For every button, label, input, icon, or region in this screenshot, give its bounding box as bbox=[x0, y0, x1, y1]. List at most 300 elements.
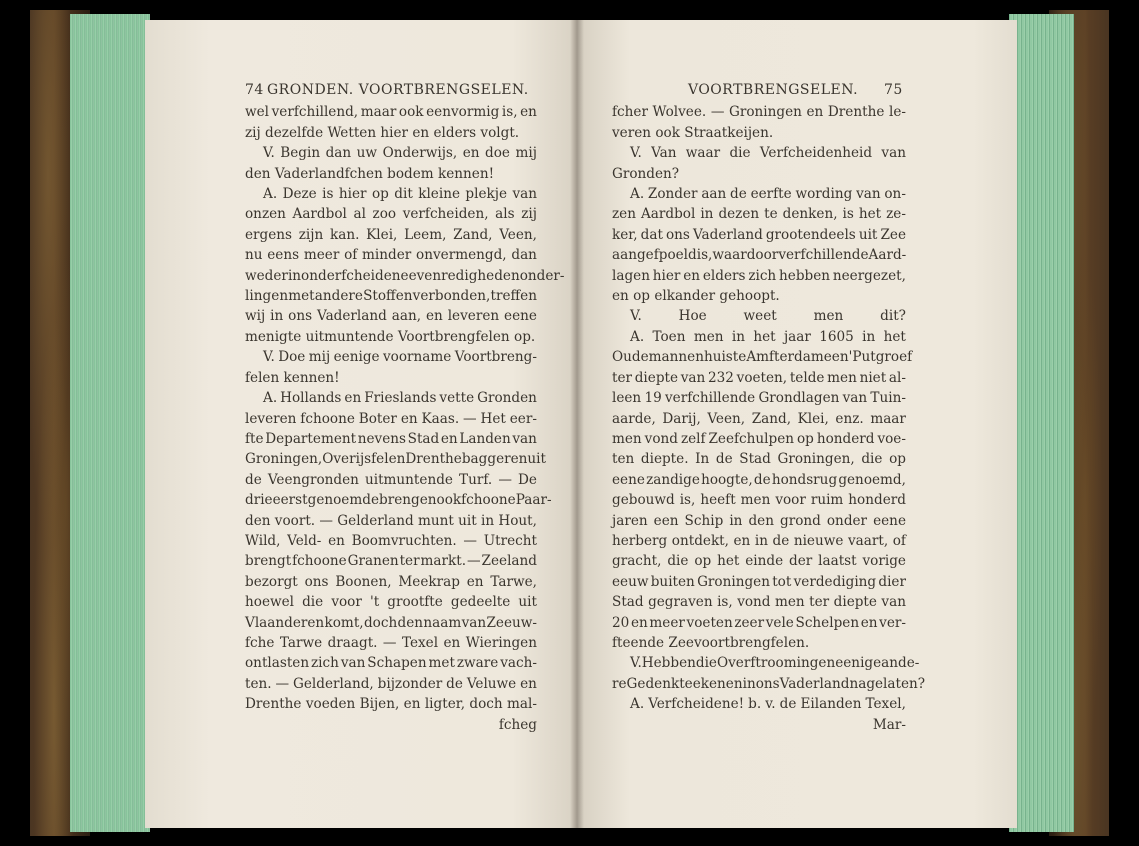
word: munt bbox=[417, 512, 454, 529]
word: eenvormig bbox=[426, 104, 500, 121]
word: ze- bbox=[886, 206, 906, 223]
word: de bbox=[245, 471, 262, 488]
word: of bbox=[344, 247, 358, 264]
word: eene bbox=[873, 512, 906, 529]
text-line bbox=[612, 245, 906, 265]
text-line bbox=[245, 347, 537, 367]
text-line bbox=[245, 551, 537, 571]
running-title: GRONDEN. VOORTBRENGSELEN. bbox=[267, 82, 529, 98]
word: Oudemannenhuis bbox=[612, 349, 733, 366]
word: verfchillende bbox=[664, 390, 756, 407]
word: aan bbox=[701, 186, 727, 203]
word: verfchillende bbox=[778, 247, 869, 264]
word: Wieringen bbox=[465, 634, 537, 651]
word: onderfcheidene bbox=[301, 267, 409, 284]
text-line bbox=[245, 633, 537, 653]
word: is, bbox=[696, 247, 713, 264]
word: is, bbox=[501, 104, 518, 121]
word: voor bbox=[331, 594, 362, 611]
word: A. bbox=[630, 328, 645, 345]
word: verbonden, bbox=[412, 288, 491, 305]
word: bijzonder bbox=[377, 675, 443, 692]
word: A. bbox=[630, 696, 645, 713]
word: Wild, bbox=[245, 532, 281, 549]
word: en bbox=[860, 614, 878, 631]
word: ling bbox=[245, 288, 272, 305]
word: Gelderland bbox=[337, 512, 414, 529]
word: V. bbox=[263, 145, 275, 162]
word: draagt. bbox=[327, 634, 378, 651]
word: is bbox=[322, 186, 334, 203]
word: men bbox=[813, 308, 844, 325]
word: honderd bbox=[848, 492, 906, 509]
word: en bbox=[271, 288, 289, 305]
text-line bbox=[612, 694, 906, 714]
word: maar bbox=[870, 410, 906, 427]
word: Zonder bbox=[647, 186, 698, 203]
word: mij bbox=[515, 145, 537, 162]
text-line bbox=[612, 613, 906, 633]
word: — bbox=[463, 532, 478, 549]
word: Zee bbox=[880, 226, 906, 243]
word: le- bbox=[888, 104, 906, 121]
word: komt, bbox=[324, 614, 364, 631]
book-gutter bbox=[570, 20, 584, 828]
word: Onderwijs, bbox=[382, 145, 458, 162]
word: gegraven bbox=[648, 594, 713, 611]
word: is, bbox=[679, 492, 696, 509]
word: Voortbreng- bbox=[454, 349, 537, 366]
word: — bbox=[275, 675, 290, 692]
word: brengt bbox=[245, 553, 292, 570]
word: gebouwd bbox=[612, 492, 675, 509]
word: zware bbox=[456, 655, 499, 672]
word: — bbox=[319, 512, 334, 529]
word: zen bbox=[612, 206, 636, 223]
word: Utrecht bbox=[483, 532, 537, 549]
word: of bbox=[892, 532, 906, 549]
word: het bbox=[858, 206, 882, 223]
word: der bbox=[789, 553, 813, 570]
word: Hout, bbox=[498, 512, 537, 529]
word: heeft bbox=[700, 492, 736, 509]
text-line bbox=[245, 102, 537, 122]
word: uit bbox=[518, 594, 537, 611]
word: Eilanden bbox=[800, 696, 862, 713]
text-line bbox=[245, 449, 546, 469]
word: Stad bbox=[612, 594, 644, 611]
word: onvermengd, bbox=[416, 247, 507, 264]
page-number: 75 bbox=[884, 82, 903, 98]
word: op bbox=[796, 430, 814, 447]
word: Drenthe bbox=[405, 451, 462, 468]
word: ruim bbox=[810, 492, 844, 509]
word: fte bbox=[245, 430, 264, 447]
word: dezen bbox=[718, 206, 760, 223]
word: Klei, bbox=[797, 410, 829, 427]
word: ande- bbox=[881, 655, 920, 672]
word: ter bbox=[399, 553, 420, 570]
word: men bbox=[693, 328, 724, 345]
word: ter bbox=[612, 369, 633, 386]
word: buiten bbox=[650, 573, 695, 590]
word: hebben bbox=[779, 267, 831, 284]
text-line bbox=[612, 653, 920, 673]
word: doch bbox=[469, 696, 503, 713]
text-line bbox=[612, 368, 906, 388]
word: V. bbox=[630, 308, 642, 325]
word: eene bbox=[504, 308, 537, 325]
text-line bbox=[245, 306, 537, 326]
word: lagen bbox=[612, 267, 650, 284]
word: ons bbox=[755, 675, 780, 692]
word: en bbox=[630, 614, 648, 631]
word: van bbox=[512, 430, 537, 447]
right-page-header bbox=[612, 80, 906, 100]
word: leveren bbox=[447, 308, 500, 325]
text-line bbox=[612, 102, 906, 122]
word: Veen, bbox=[707, 410, 746, 427]
word: wij bbox=[245, 308, 266, 325]
word: in bbox=[729, 512, 743, 529]
word: hier bbox=[652, 267, 681, 284]
word: Kaas. bbox=[421, 410, 460, 427]
word: de bbox=[753, 471, 771, 488]
page-number: 74 bbox=[245, 82, 264, 98]
text-line bbox=[612, 409, 906, 429]
word: onder bbox=[826, 512, 868, 529]
word: Stad bbox=[407, 430, 440, 447]
word: mal- bbox=[507, 696, 537, 713]
word: in bbox=[754, 532, 768, 549]
word: het bbox=[717, 553, 740, 570]
text-line bbox=[245, 245, 537, 265]
word: van bbox=[461, 614, 487, 631]
right-page-text bbox=[612, 80, 926, 735]
word: Departement bbox=[265, 430, 357, 447]
word: minder bbox=[362, 247, 412, 264]
word: Darij, bbox=[662, 410, 701, 427]
word: diepte bbox=[833, 594, 877, 611]
text-line bbox=[245, 572, 537, 592]
word: leveren bbox=[245, 410, 297, 427]
text-line bbox=[245, 266, 565, 286]
text-line bbox=[245, 613, 537, 633]
word: onder- bbox=[519, 267, 565, 284]
word: vorige bbox=[862, 553, 906, 570]
word: ook bbox=[436, 492, 462, 509]
word: dan bbox=[325, 145, 352, 162]
word: die bbox=[729, 145, 751, 162]
word: Frieslands bbox=[364, 390, 437, 407]
word: vele bbox=[765, 614, 794, 631]
word: laatst bbox=[818, 553, 857, 570]
word: plekje bbox=[465, 186, 508, 203]
word: aarde, bbox=[612, 410, 656, 427]
word: Put bbox=[852, 349, 876, 366]
word: Schelpen bbox=[795, 614, 860, 631]
word: de bbox=[772, 532, 790, 549]
word: tot bbox=[772, 573, 792, 590]
right-page-body bbox=[612, 102, 926, 735]
word: Drenthe bbox=[245, 696, 302, 713]
text-line: fteende Zeevoortbrengfelen. bbox=[612, 634, 810, 651]
word: vond bbox=[644, 430, 678, 447]
word: wel bbox=[245, 104, 270, 121]
word: verfcheiden, bbox=[402, 206, 489, 223]
word: te bbox=[764, 206, 778, 223]
word: niet bbox=[859, 369, 887, 386]
text-line bbox=[612, 490, 906, 510]
word: al- bbox=[888, 369, 906, 386]
word: met bbox=[428, 655, 455, 672]
word: en bbox=[425, 308, 443, 325]
word: is, bbox=[717, 594, 733, 611]
word: Tarwe bbox=[279, 634, 323, 651]
word: uw bbox=[356, 145, 378, 162]
word: in bbox=[270, 308, 284, 325]
word: — bbox=[498, 471, 512, 488]
word: V. bbox=[630, 655, 642, 672]
word: Veld- bbox=[287, 532, 322, 549]
word: uit bbox=[527, 451, 546, 468]
word: brengen bbox=[379, 492, 437, 509]
word: denken, bbox=[782, 206, 838, 223]
word: telde bbox=[789, 369, 825, 386]
word: Het bbox=[480, 410, 506, 427]
word: ten bbox=[612, 451, 635, 468]
word: Doe bbox=[278, 349, 306, 366]
word: ons bbox=[304, 573, 329, 590]
word: eenige bbox=[835, 655, 882, 672]
word: van bbox=[512, 186, 537, 203]
word: Zeeuw- bbox=[486, 614, 537, 631]
word: dit bbox=[394, 186, 413, 203]
word: zich bbox=[748, 267, 777, 284]
word: men bbox=[827, 369, 857, 386]
word: in bbox=[700, 206, 714, 223]
word: ergens bbox=[245, 226, 293, 243]
word: ver- bbox=[879, 614, 906, 631]
text-line bbox=[245, 592, 537, 612]
text-line bbox=[612, 143, 906, 163]
word: Tarwe, bbox=[490, 573, 537, 590]
word: een bbox=[653, 512, 679, 529]
word: aangefpoeld bbox=[612, 247, 697, 264]
word: van bbox=[881, 594, 906, 611]
word: Meekrap bbox=[398, 573, 460, 590]
word: Bijen, bbox=[359, 696, 400, 713]
text-line bbox=[612, 225, 906, 245]
word: op bbox=[889, 451, 906, 468]
word: verdediging bbox=[793, 573, 877, 590]
word: Texel, bbox=[865, 696, 906, 713]
word: dat bbox=[640, 226, 663, 243]
word: einde bbox=[745, 553, 784, 570]
word: nu bbox=[245, 247, 263, 264]
word: van bbox=[881, 145, 906, 162]
word: aan, bbox=[391, 308, 422, 325]
word: in bbox=[862, 328, 876, 345]
word: groef bbox=[875, 349, 913, 366]
word: Hoe bbox=[678, 308, 707, 325]
word: re bbox=[612, 675, 627, 692]
text-line bbox=[245, 184, 537, 204]
word: In bbox=[695, 451, 710, 468]
word: men bbox=[774, 594, 805, 611]
word: voor bbox=[775, 492, 806, 509]
word: wording bbox=[795, 186, 853, 203]
word: 1605 bbox=[819, 328, 854, 345]
word: Boter bbox=[358, 410, 397, 427]
word: honderd bbox=[816, 430, 875, 447]
word: Overftroomingen bbox=[716, 655, 836, 672]
text-line bbox=[245, 531, 537, 551]
text-line bbox=[245, 490, 552, 510]
word: Toen bbox=[652, 328, 686, 345]
word: en bbox=[328, 532, 345, 549]
word: Drenthe bbox=[827, 104, 885, 121]
word: eeuw bbox=[612, 573, 649, 590]
word: fcher bbox=[612, 104, 648, 121]
word: Hollands bbox=[280, 390, 342, 407]
word: nagelaten? bbox=[849, 675, 926, 692]
word: in bbox=[731, 328, 745, 345]
word: grond bbox=[780, 512, 821, 529]
word: Groningen bbox=[729, 104, 802, 121]
word: men bbox=[612, 430, 642, 447]
word: en bbox=[443, 634, 461, 651]
word: — bbox=[710, 104, 725, 121]
text-line bbox=[612, 470, 906, 490]
word: vaart, bbox=[847, 532, 889, 549]
word: Verfcheidene! bbox=[648, 696, 745, 713]
word: Van bbox=[651, 145, 677, 162]
word: vach- bbox=[500, 655, 537, 672]
word: kleine bbox=[418, 186, 460, 203]
word: Gelderland, bbox=[293, 675, 374, 692]
word: zich bbox=[311, 655, 339, 672]
word: op bbox=[694, 553, 712, 570]
word: diepte bbox=[634, 369, 679, 386]
word: hier bbox=[338, 186, 367, 203]
word: — bbox=[467, 553, 481, 570]
word: nieuwe bbox=[793, 532, 844, 549]
word: Turf. bbox=[459, 471, 493, 488]
text-line bbox=[612, 449, 906, 469]
text-line bbox=[612, 184, 906, 204]
word: Landen bbox=[459, 430, 511, 447]
word: grootfte bbox=[387, 594, 443, 611]
word: en bbox=[344, 390, 362, 407]
word: die bbox=[861, 451, 883, 468]
word: eens bbox=[267, 247, 300, 264]
word: V. bbox=[630, 145, 642, 162]
word: den bbox=[748, 512, 774, 529]
word: Deze bbox=[282, 186, 317, 203]
text-line bbox=[612, 347, 913, 367]
word: Zand, bbox=[453, 226, 493, 243]
word: het bbox=[753, 328, 776, 345]
text-line bbox=[245, 429, 537, 449]
text-line bbox=[245, 143, 537, 163]
word: en bbox=[388, 451, 406, 468]
word: en bbox=[683, 267, 701, 284]
word: Klei, bbox=[366, 226, 398, 243]
word: jaren bbox=[612, 512, 648, 529]
word: nevens bbox=[357, 430, 407, 447]
word: Zeefchulpen bbox=[708, 430, 795, 447]
word: uit bbox=[458, 512, 477, 529]
word: voeten bbox=[686, 614, 733, 631]
word: Zand, bbox=[751, 410, 792, 427]
word: van bbox=[680, 369, 706, 386]
word: enz. bbox=[835, 410, 864, 427]
word: elders bbox=[702, 267, 746, 284]
word: Wolvee. bbox=[652, 104, 707, 121]
word: evenredigheden bbox=[408, 267, 520, 284]
word: den bbox=[397, 614, 424, 631]
word: met bbox=[288, 288, 315, 305]
word: mij bbox=[308, 349, 331, 366]
text-line bbox=[245, 653, 537, 673]
text-line: en op elkander gehoopt. bbox=[612, 288, 780, 305]
word: een' bbox=[823, 349, 853, 366]
word: voe- bbox=[877, 430, 906, 447]
word: genoemd, bbox=[838, 471, 906, 488]
word: en bbox=[400, 410, 418, 427]
text-line: den Vaderlandfchen bodem kennen! bbox=[245, 165, 495, 182]
word: waar bbox=[685, 145, 721, 162]
word: Tuin- bbox=[870, 390, 906, 407]
word: Begin bbox=[280, 145, 321, 162]
word: ligter, bbox=[424, 696, 466, 713]
word: voorname bbox=[383, 349, 452, 366]
word: drie bbox=[245, 492, 273, 509]
text-line bbox=[612, 327, 906, 347]
word: eerstgenoemde bbox=[272, 492, 379, 509]
word: fchoone bbox=[292, 553, 347, 570]
word: — bbox=[382, 634, 397, 651]
word: A. bbox=[630, 186, 645, 203]
word: weder bbox=[245, 267, 288, 284]
word: 232 bbox=[707, 369, 734, 386]
word: en bbox=[440, 430, 458, 447]
word: den bbox=[245, 512, 271, 529]
word: v. bbox=[765, 696, 776, 713]
word: die bbox=[695, 655, 717, 672]
word: waardoor bbox=[712, 247, 779, 264]
word: uitmuntende bbox=[364, 471, 453, 488]
word: ons bbox=[288, 308, 313, 325]
word: Veen, bbox=[499, 226, 537, 243]
word: van bbox=[340, 655, 366, 672]
word: Schip bbox=[684, 512, 724, 529]
word: Schapen bbox=[367, 655, 427, 672]
word: De bbox=[517, 471, 537, 488]
word: kan. bbox=[329, 226, 360, 243]
word: ook bbox=[398, 104, 424, 121]
word: Vaderland bbox=[317, 308, 387, 325]
word: Overijsfel bbox=[322, 451, 389, 468]
word: de bbox=[446, 675, 463, 692]
word: jaar bbox=[783, 328, 811, 345]
word: 19 bbox=[644, 390, 662, 407]
text-line bbox=[612, 551, 906, 571]
word: treffen bbox=[490, 288, 537, 305]
word: is bbox=[842, 206, 854, 223]
word: voeden bbox=[305, 696, 356, 713]
